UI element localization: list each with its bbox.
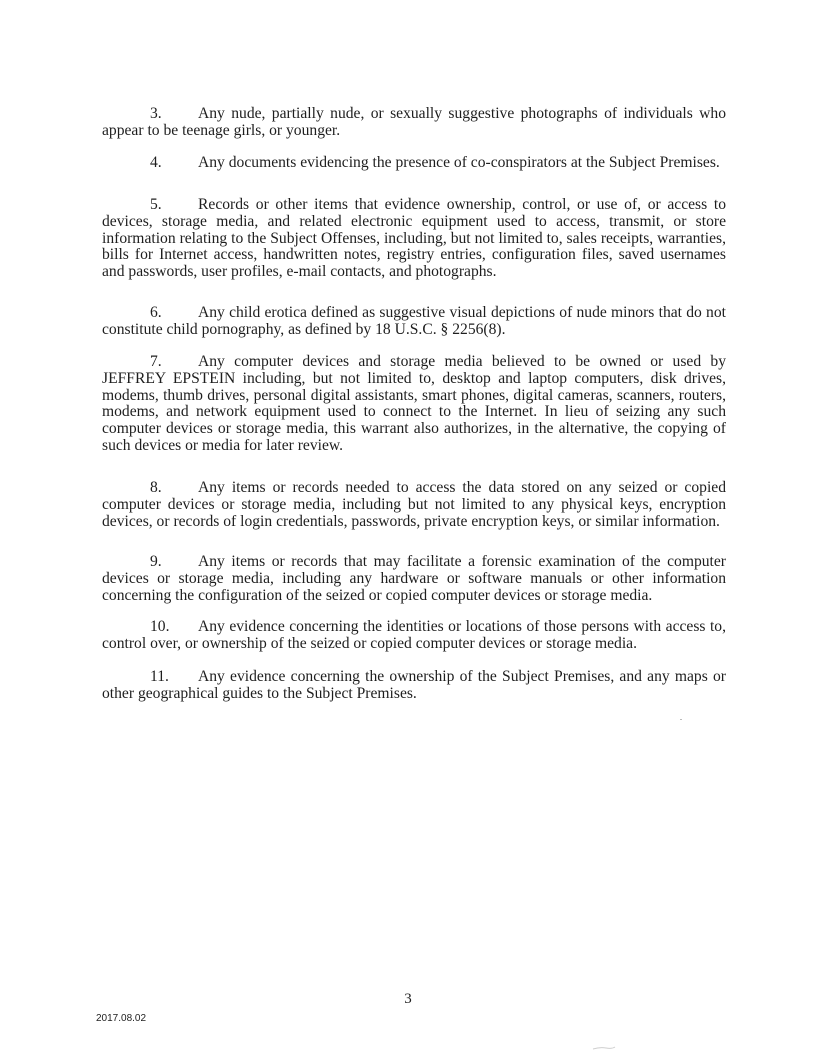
item-number: 10. — [150, 618, 170, 635]
document-date: 2017.08.02 — [96, 1013, 147, 1024]
item-text: Any documents evidencing the presence of co-conspirators at the Subject Premises. — [198, 154, 720, 171]
item-number: 6. — [150, 304, 162, 321]
item-text: Any evidence concerning the ownership of the Subject Premises, and any maps or other geographical guides to the Subject Premises. — [102, 668, 726, 702]
list-item-4 — [102, 155, 726, 172]
scan-speck — [680, 719, 682, 720]
item-text: Any items or records that may facilitate a forensic examination of the computer devices or storage media, including any hardware or software manuals or other information concerning the configuration of the seized or copied computer devices or storage media. — [102, 553, 726, 604]
list-item-9 — [102, 554, 726, 604]
list-item-6 — [102, 305, 726, 339]
list-item-7 — [102, 354, 726, 455]
item-text: Any nude, partially nude, or sexually suggestive photographs of individuals who appear to be teenage girls, or younger. — [102, 105, 726, 139]
item-number: 7. — [150, 353, 162, 370]
list-item-5 — [102, 197, 726, 281]
item-text: Any computer devices and storage media believed to be owned or used by JEFFREY EPSTEIN including, but not limited to, desktop and laptop computers, disk drives, modems, thumb drives, personal digital assistants, smart phones, digital cameras, scanners, routers, modems, and network equipment used to connect to the Internet. In lieu of seizing any such computer devices or storage media, this warrant also authorizes, in the alternative, the copying of such devices or media for later review. — [102, 353, 726, 454]
page-number: 3 — [404, 991, 412, 1007]
list-item-11 — [102, 669, 726, 703]
item-number: 8. — [150, 479, 162, 496]
item-number: 3. — [150, 105, 162, 122]
item-number: 11. — [150, 668, 169, 685]
item-text: Any child erotica defined as suggestive visual depictions of nude minors that do not constitute child pornography, as defined by 18 U.S.C. § 2256(8). — [102, 304, 726, 338]
list-item-10 — [102, 619, 726, 653]
scan-smudge — [592, 1046, 616, 1050]
list-item-8 — [102, 480, 726, 530]
item-number: 9. — [150, 553, 162, 570]
item-number: 5. — [150, 196, 162, 213]
item-number: 4. — [150, 154, 162, 171]
list-item-3 — [102, 106, 726, 140]
item-text: Records or other items that evidence ownership, control, or use of, or access to devices, storage media, and related electronic equipment used to access, transmit, or store information relating to the Subject Offenses, including, but not limited to, sales receipts, warranties, bills for Internet access, handwritten notes, registry entries, configuration files, saved usernames and passwords, user profiles, e-mail contacts, and photographs. — [102, 196, 726, 281]
item-text: Any evidence concerning the identities or locations of those persons with access to, control over, or ownership of the seized or copied computer devices or storage media. — [102, 618, 726, 652]
item-text: Any items or records needed to access the data stored on any seized or copied computer devices or storage media, including but not limited to any physical keys, encryption devices, or records of login credentials, passwords, private encryption keys, or similar information. — [102, 479, 726, 530]
